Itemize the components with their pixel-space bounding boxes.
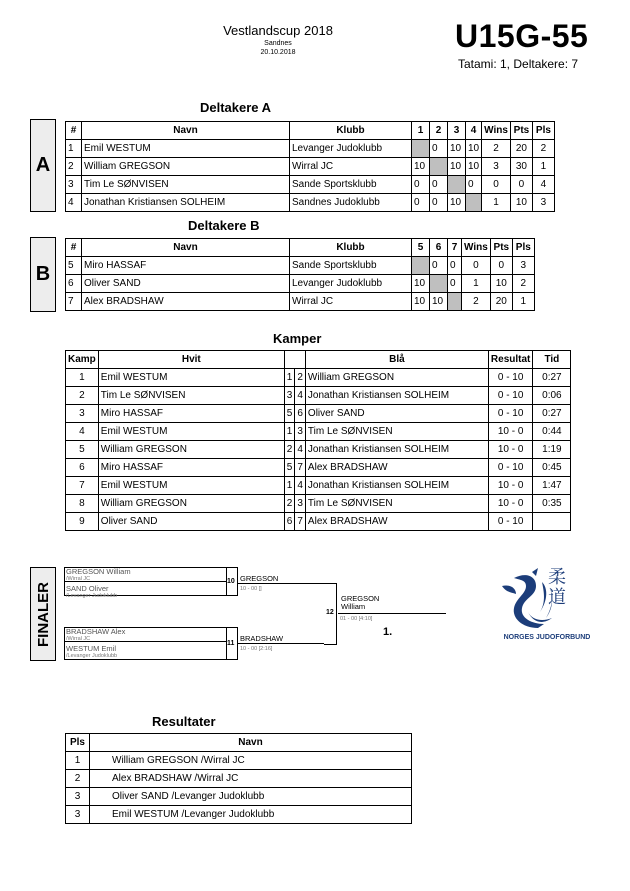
match-result: 10 - 0 (488, 441, 532, 459)
match-time: 0:45 (533, 459, 571, 477)
pool-col-header: Pls (512, 239, 534, 257)
pool-col-header: 1 (412, 122, 430, 140)
match-row (66, 495, 571, 513)
final-winner: GREGSON William (341, 594, 380, 611)
score-cell (448, 176, 466, 194)
pool-a-title: Deltakere A (200, 100, 272, 115)
result-row (66, 806, 412, 824)
matches-header-row (66, 351, 571, 369)
pool-a-header-row (66, 122, 555, 140)
match-number: 2 (66, 387, 99, 405)
semi1-top-name: GREGSON William (66, 567, 131, 576)
col-navn: Navn (90, 734, 412, 752)
competitor-club: Wirral JC (290, 293, 412, 311)
pool-a-table (65, 121, 555, 212)
white-competitor: Emil WESTUM (98, 477, 284, 495)
result-name: Alex BRADSHAW /Wirral JC (90, 770, 412, 788)
pool-col-header: Navn (82, 122, 290, 140)
wins-cell: 0 (482, 176, 511, 194)
pool-row (66, 275, 535, 293)
placement-cell: 1 (532, 158, 554, 176)
pool-seed: 3 (66, 176, 82, 194)
match-result: 10 - 0 (488, 423, 532, 441)
logo-text: NORGES JUDOFORBUND (503, 634, 591, 641)
match-time: 0:35 (533, 495, 571, 513)
pool-b-table (65, 238, 535, 311)
blue-competitor: Alex BRADSHAW (305, 459, 488, 477)
blue-competitor: Tim Le SØNVISEN (305, 423, 488, 441)
match-number: 6 (66, 459, 99, 477)
score-cell (412, 257, 430, 275)
competitor-club: Sande Sportsklubb (290, 176, 412, 194)
white-competitor: William GREGSON (98, 495, 284, 513)
semi1-winner: GREGSON (240, 574, 279, 583)
pts-cell: 20 (510, 140, 532, 158)
pool-col-header: 4 (466, 122, 482, 140)
tatami-info: Tatami: 1, Deltakere: 7 (458, 57, 579, 71)
score-cell: 10 (448, 140, 466, 158)
event-location: Sandnes (264, 40, 292, 47)
pool-col-header: Wins (482, 122, 511, 140)
pool-seed: 2 (66, 158, 82, 176)
blue-competitor: Tim Le SØNVISEN (305, 495, 488, 513)
pool-col-header: Klubb (290, 239, 412, 257)
blue-competitor: Jonathan Kristiansen SOLHEIM (305, 477, 488, 495)
match-result: 10 - 0 (488, 477, 532, 495)
semi2-top-club: /Wirral JC (66, 636, 91, 642)
competitor-name: Oliver SAND (82, 275, 290, 293)
match-time: 1:19 (533, 441, 571, 459)
pool-col-header: 5 (412, 239, 430, 257)
final-place: 1. (383, 626, 393, 638)
white-competitor: Oliver SAND (98, 513, 284, 531)
result-place: 2 (66, 770, 90, 788)
semi1-top-club: /Wirral JC (66, 576, 91, 582)
result-place: 3 (66, 788, 90, 806)
pool-col-header: Pts (490, 239, 512, 257)
pool-col-header: # (66, 122, 82, 140)
semi1-bottom-club: /Levanger Judoklubb (66, 593, 118, 599)
score-cell: 10 (412, 275, 430, 293)
blue-seed: 4 (295, 387, 306, 405)
wins-cell: 3 (482, 158, 511, 176)
match-row (66, 513, 571, 531)
pool-seed: 1 (66, 140, 82, 158)
col-bla: Blå (305, 351, 488, 369)
result-row (66, 788, 412, 806)
pool-row (66, 176, 555, 194)
match-row (66, 441, 571, 459)
pool-row (66, 293, 535, 311)
blue-seed: 2 (295, 369, 306, 387)
logo-glyphs: 柔道 (548, 567, 566, 608)
competitor-name: Emil WESTUM (82, 140, 290, 158)
blue-competitor: Oliver SAND (305, 405, 488, 423)
blue-seed: 7 (295, 513, 306, 531)
semi2-winner: BRADSHAW (240, 634, 284, 643)
white-seed: 3 (284, 387, 295, 405)
blue-competitor: Alex BRADSHAW (305, 513, 488, 531)
competitor-club: Sande Sportsklubb (290, 257, 412, 275)
results-table (65, 733, 412, 824)
score-cell: 0 (448, 275, 462, 293)
score-cell: 0 (412, 194, 430, 212)
match-time: 0:06 (533, 387, 571, 405)
blue-seed: 4 (295, 477, 306, 495)
match-row (66, 405, 571, 423)
score-cell (430, 158, 448, 176)
match-result: 0 - 10 (488, 387, 532, 405)
results-header-row (66, 734, 412, 752)
pool-col-header: 3 (448, 122, 466, 140)
competitor-name: Miro HASSAF (82, 257, 290, 275)
result-place: 3 (66, 806, 90, 824)
competitor-club: Wirral JC (290, 158, 412, 176)
semi2-bottom-club: /Levanger Judoklubb (66, 653, 118, 659)
semi2-top-name: BRADSHAW Alex (66, 627, 126, 636)
placement-cell: 1 (512, 293, 534, 311)
pts-cell: 20 (490, 293, 512, 311)
pool-b-header-row (66, 239, 535, 257)
score-cell: 0 (430, 194, 448, 212)
result-row (66, 770, 412, 788)
score-cell: 10 (412, 158, 430, 176)
match-time (533, 513, 571, 531)
match-number: 8 (66, 495, 99, 513)
pool-row (66, 158, 555, 176)
pts-cell: 10 (510, 194, 532, 212)
score-cell: 10 (430, 293, 448, 311)
match-result: 0 - 10 (488, 369, 532, 387)
wins-cell: 2 (462, 293, 491, 311)
score-cell: 10 (448, 194, 466, 212)
match-row (66, 387, 571, 405)
competitor-club: Levanger Judoklubb (290, 275, 412, 293)
score-cell: 10 (412, 293, 430, 311)
match-row (66, 459, 571, 477)
match-number: 9 (66, 513, 99, 531)
score-cell: 10 (448, 158, 466, 176)
pool-row (66, 257, 535, 275)
col-num-blue (295, 351, 306, 369)
match-result: 10 - 0 (488, 495, 532, 513)
pool-col-header: # (66, 239, 82, 257)
placement-cell: 2 (532, 140, 554, 158)
pts-cell: 30 (510, 158, 532, 176)
match-number: 1 (66, 369, 99, 387)
placement-cell: 3 (532, 194, 554, 212)
match-row (66, 477, 571, 495)
event-date: 20.10.2018 (260, 49, 296, 56)
competitor-name: Alex BRADSHAW (82, 293, 290, 311)
pool-col-header: Wins (462, 239, 491, 257)
white-seed: 2 (284, 441, 295, 459)
final-num: 12 (326, 609, 334, 616)
white-seed: 1 (284, 423, 295, 441)
wins-cell: 0 (462, 257, 491, 275)
match-row (66, 423, 571, 441)
competitor-club: Levanger Judoklubb (290, 140, 412, 158)
score-cell: 10 (466, 140, 482, 158)
event-title: Vestlandscup 2018 (223, 23, 333, 38)
white-competitor: Miro HASSAF (98, 405, 284, 423)
result-name: Emil WESTUM /Levanger Judoklubb (90, 806, 412, 824)
pool-row (66, 194, 555, 212)
col-num-white (284, 351, 295, 369)
score-cell: 0 (430, 140, 448, 158)
match-time: 1:47 (533, 477, 571, 495)
col-resultat: Resultat (488, 351, 532, 369)
semi2-bottom-name: WESTUM Emil (66, 644, 116, 653)
competitor-name: Jonathan Kristiansen SOLHEIM (82, 194, 290, 212)
score-cell: 0 (412, 176, 430, 194)
score-cell: 0 (430, 176, 448, 194)
white-seed: 5 (284, 459, 295, 477)
white-seed: 5 (284, 405, 295, 423)
score-cell: 10 (466, 158, 482, 176)
blue-seed: 6 (295, 405, 306, 423)
score-cell: 0 (448, 257, 462, 275)
match-row (66, 369, 571, 387)
blue-seed: 3 (295, 495, 306, 513)
pts-cell: 10 (490, 275, 512, 293)
matches-title: Kamper (273, 331, 322, 346)
results-title: Resultater (152, 714, 216, 729)
competitor-name: William GREGSON (82, 158, 290, 176)
result-row (66, 752, 412, 770)
wins-cell: 1 (482, 194, 511, 212)
match-number: 7 (66, 477, 99, 495)
pool-col-header: 7 (448, 239, 462, 257)
blue-seed: 4 (295, 441, 306, 459)
match-result: 0 - 10 (488, 513, 532, 531)
pool-col-header: Pls (532, 122, 554, 140)
match-time: 0:27 (533, 369, 571, 387)
pool-b-letter: B (30, 237, 56, 312)
white-competitor: Tim Le SØNVISEN (98, 387, 284, 405)
semi2-num: 11 (227, 640, 235, 647)
pool-col-header: Klubb (290, 122, 412, 140)
match-result: 0 - 10 (488, 459, 532, 477)
white-seed: 2 (284, 495, 295, 513)
placement-cell: 4 (532, 176, 554, 194)
pts-cell: 0 (510, 176, 532, 194)
match-time: 0:27 (533, 405, 571, 423)
wins-cell: 1 (462, 275, 491, 293)
white-seed: 6 (284, 513, 295, 531)
competitor-name: Tim Le SØNVISEN (82, 176, 290, 194)
pool-b-title: Deltakere B (188, 218, 260, 233)
match-result: 0 - 10 (488, 405, 532, 423)
competitor-club: Sandnes Judoklubb (290, 194, 412, 212)
white-competitor: Emil WESTUM (98, 423, 284, 441)
score-cell (412, 140, 430, 158)
match-time: 0:44 (533, 423, 571, 441)
white-competitor: Miro HASSAF (98, 459, 284, 477)
blue-competitor: William GREGSON (305, 369, 488, 387)
score-cell (448, 293, 462, 311)
col-hvit: Hvit (98, 351, 284, 369)
matches-table (65, 350, 571, 531)
pool-col-header: Navn (82, 239, 290, 257)
result-name: William GREGSON /Wirral JC (90, 752, 412, 770)
pool-seed: 6 (66, 275, 82, 293)
pool-seed: 4 (66, 194, 82, 212)
white-competitor: Emil WESTUM (98, 369, 284, 387)
pool-col-header: 2 (430, 122, 448, 140)
pool-seed: 7 (66, 293, 82, 311)
blue-competitor: Jonathan Kristiansen SOLHEIM (305, 441, 488, 459)
col-pls: Pls (66, 734, 90, 752)
semi1-num: 10 (227, 578, 235, 585)
pool-row (66, 140, 555, 158)
judoforbund-logo (492, 568, 602, 646)
semi1-bottom-name: SAND Oliver (66, 584, 109, 593)
col-tid: Tid (533, 351, 571, 369)
col-kamp: Kamp (66, 351, 99, 369)
category-title: U15G-55 (455, 18, 589, 54)
dragon-logo-icon (492, 568, 602, 632)
wins-cell: 2 (482, 140, 511, 158)
score-cell: 0 (430, 257, 448, 275)
pts-cell: 0 (490, 257, 512, 275)
semi2-result: 10 - 00 [2:16] (240, 646, 273, 652)
pool-seed: 5 (66, 257, 82, 275)
result-place: 1 (66, 752, 90, 770)
match-number: 3 (66, 405, 99, 423)
finals-label: FINALER (30, 567, 56, 661)
blue-seed: 7 (295, 459, 306, 477)
white-seed: 1 (284, 369, 295, 387)
score-cell: 0 (466, 176, 482, 194)
match-number: 4 (66, 423, 99, 441)
blue-competitor: Jonathan Kristiansen SOLHEIM (305, 387, 488, 405)
semi1-result: 10 - 00 [] (240, 586, 262, 592)
white-competitor: William GREGSON (98, 441, 284, 459)
final-result: 01 - 00 [4:10] (340, 616, 373, 622)
pool-col-header: 6 (430, 239, 448, 257)
score-cell (430, 275, 448, 293)
match-number: 5 (66, 441, 99, 459)
placement-cell: 3 (512, 257, 534, 275)
placement-cell: 2 (512, 275, 534, 293)
pool-col-header: Pts (510, 122, 532, 140)
score-cell (466, 194, 482, 212)
result-name: Oliver SAND /Levanger Judoklubb (90, 788, 412, 806)
pool-a-letter: A (30, 119, 56, 212)
white-seed: 1 (284, 477, 295, 495)
blue-seed: 3 (295, 423, 306, 441)
